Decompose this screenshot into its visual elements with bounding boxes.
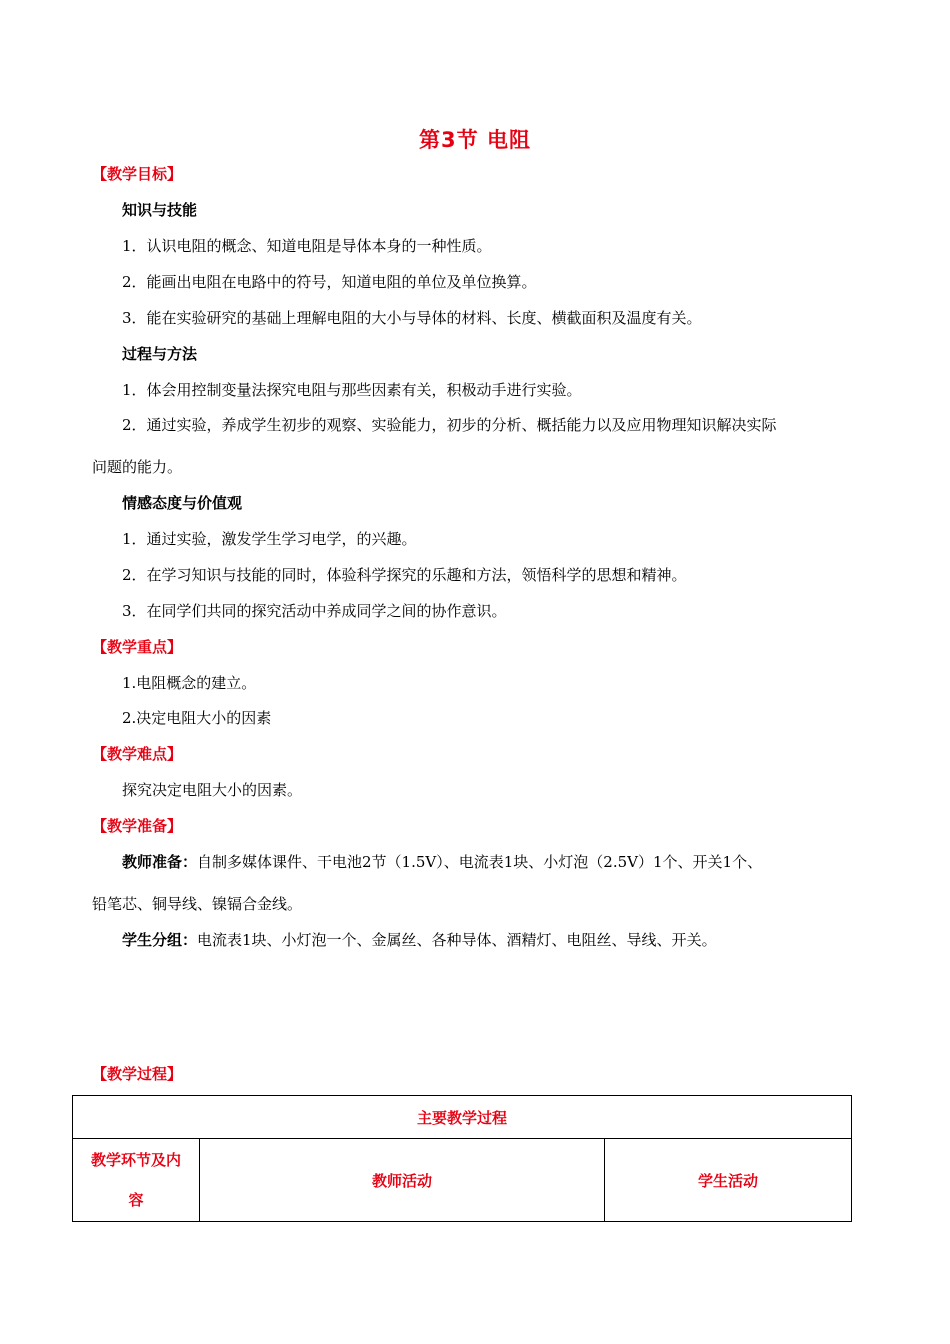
header-stage-line-1: 教学环节及内 [90,1151,181,1169]
preparation-heading: 【教学准备】 [92,817,183,835]
key-point-1: 1.电阻概念的建立。 [122,674,257,692]
teaching-process-table [72,1095,852,1222]
page-title: 第3节 电阻 [419,128,531,152]
process-heading: 【教学过程】 [92,1065,183,1083]
teacher-preparation [122,851,762,872]
header-student-activity: 学生活动 [605,1139,852,1222]
attitude-item-3: 3．在同学们共同的探究活动中养成同学之间的协作意识。 [122,602,507,620]
student-groups-label: 学生分组： [122,931,198,949]
knowledge-skills-title: 知识与技能 [122,201,198,219]
table-header-row [73,1139,852,1222]
difficulties-heading: 【教学难点】 [92,745,183,763]
knowledge-item-2: 2．能画出电阻在电路中的符号，知道电阻的单位及单位换算。 [122,273,537,291]
teacher-preparation-label: 教师准备： [122,853,198,871]
process-methods-title: 过程与方法 [122,345,198,363]
header-teacher-activity: 教师活动 [200,1139,605,1222]
student-groups-text: 电流表1块、小灯泡一个、金属丝、各种导体、酒精灯、电阻丝、导线、开关。 [197,931,717,949]
process-item-2: 2．通过实验，养成学生初步的观察、实验能力，初步的分析、概括能力以及应用物理知识解决实际 [122,416,777,434]
attitude-values-title: 情感态度与价值观 [122,494,243,512]
table-caption-row [73,1096,852,1139]
header-stage-content [73,1139,200,1222]
knowledge-item-1: 1．认识电阻的概念、知道电阻是导体本身的一种性质。 [122,237,492,255]
process-item-1: 1．体会用控制变量法探究电阻与那些因素有关，积极动手进行实验。 [122,381,582,399]
attitude-item-2: 2．在学习知识与技能的同时，体验科学探究的乐趣和方法，领悟科学的思想和精神。 [122,566,687,584]
knowledge-item-3: 3．能在实验研究的基础上理解电阻的大小与导体的材料、长度、横截面积及温度有关。 [122,309,702,327]
header-stage-line-2: 容 [128,1191,144,1209]
process-item-2-continued: 问题的能力。 [92,458,183,476]
student-groups [122,929,717,950]
objectives-heading: 【教学目标】 [92,165,183,183]
attitude-item-1: 1．通过实验，激发学生学习电学，的兴趣。 [122,530,417,548]
teacher-preparation-continued: 铅笔芯、铜导线、镍镉合金线。 [92,895,303,913]
key-point-2: 2.决定电阻大小的因素 [122,709,272,727]
key-points-heading: 【教学重点】 [92,638,183,656]
difficulty-text: 探究决定电阻大小的因素。 [122,781,303,799]
table-caption: 主要教学过程 [73,1096,852,1139]
teacher-preparation-text: 自制多媒体课件、干电池2节（1.5V）、电流表1块、小灯泡（2.5V）1个、开关1个、 [197,853,763,871]
